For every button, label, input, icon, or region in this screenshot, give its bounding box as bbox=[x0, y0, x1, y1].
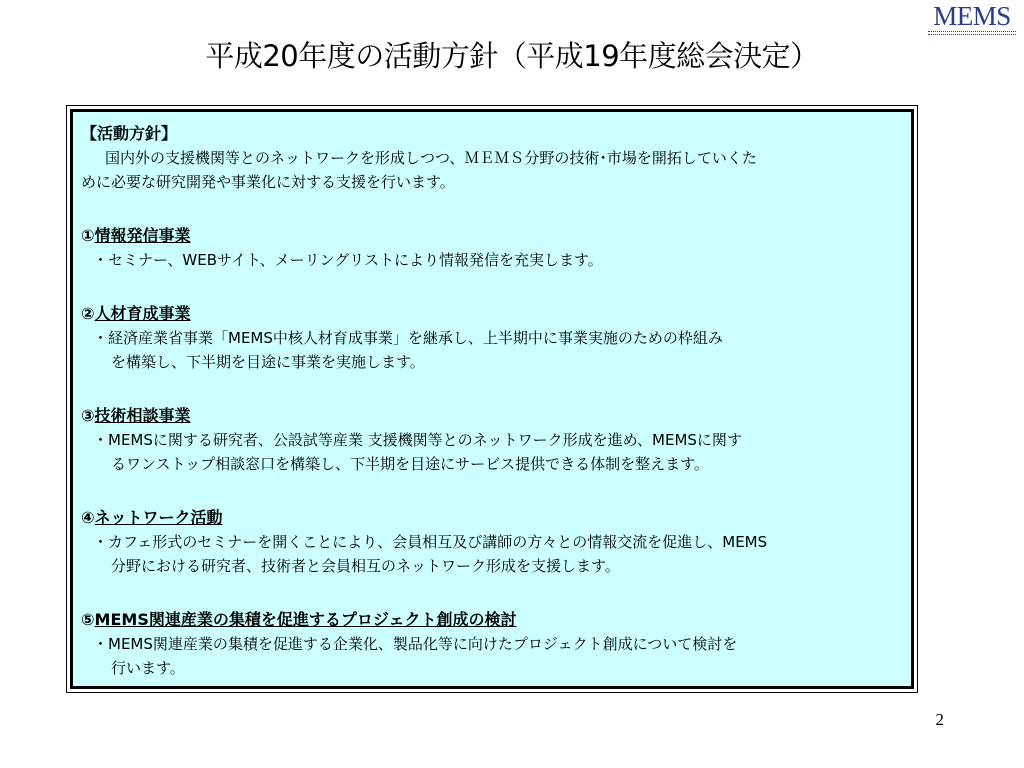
section-line: を構築し、下半期を目途に事業を実施します。 bbox=[111, 353, 425, 371]
section-heading-project bbox=[81, 608, 903, 632]
section-heading-consult bbox=[81, 404, 903, 428]
section-line: るワンストップ相談窓口を構築し、下半期を目途にサービス提供できる体制を整えます。 bbox=[111, 455, 709, 473]
section-title: ネットワーク活動 bbox=[94, 508, 223, 527]
logo-text: MEMS bbox=[933, 1, 1011, 31]
section-line: ・セミナー、WEBサイト、メーリングリストにより情報発信を充実します。 bbox=[93, 251, 603, 269]
section-heading-info bbox=[81, 224, 903, 248]
spacer bbox=[81, 374, 903, 404]
spacer bbox=[81, 476, 903, 506]
policy-heading: 【活動方針】 bbox=[81, 124, 178, 143]
mems-logo bbox=[924, 2, 1020, 38]
section-title: MEMS関連産業の集積を促進するプロジェクト創成の検討 bbox=[94, 610, 517, 629]
section-title: 人材育成事業 bbox=[94, 304, 191, 323]
content-panel bbox=[70, 109, 914, 689]
spacer bbox=[81, 194, 903, 224]
section-line: ・MEMS関連産業の集積を促進する企業化、製品化等に向けたプロジェクト創成について検討を bbox=[93, 635, 738, 653]
section-title: 技術相談事業 bbox=[94, 406, 191, 425]
content-body bbox=[81, 122, 903, 680]
section-line: ・カフェ形式のセミナーを開くことにより、会員相互及び講師の方々との情報交流を促進し、MEMS bbox=[93, 533, 768, 551]
spacer bbox=[81, 578, 903, 608]
policy-text-line-1: 国内外の支援機関等とのネットワークを形成しつつ、ＭＥＭＳ分野の技術･市場を開拓していくた bbox=[105, 149, 757, 167]
section-title: 情報発信事業 bbox=[94, 226, 191, 245]
page-number: 2 bbox=[935, 710, 944, 729]
spacer bbox=[81, 272, 903, 302]
section-line: 行います。 bbox=[111, 659, 185, 677]
section-marker: ⑤ bbox=[81, 610, 95, 629]
section-marker: ④ bbox=[81, 508, 95, 527]
logo-underline bbox=[928, 31, 1016, 35]
section-heading-network bbox=[81, 506, 903, 530]
section-marker: ② bbox=[81, 304, 95, 323]
section-line: ・MEMSに関する研究者、公設試等産業 支援機関等とのネットワーク形成を進め、MEMSに関す bbox=[93, 431, 742, 449]
section-line: 分野における研究者、技術者と会員相互のネットワーク形成を支援します。 bbox=[111, 557, 620, 575]
section-heading-hr bbox=[81, 302, 903, 326]
section-line: ・経済産業省事業「MEMS中核人材育成事業」を継承し、上半期中に事業実施のための枠組み bbox=[93, 329, 723, 347]
policy-text-line-2: めに必要な研究開発や事業化に対する支援を行います。 bbox=[81, 173, 455, 191]
section-marker: ① bbox=[81, 226, 95, 245]
section-marker: ③ bbox=[81, 406, 95, 425]
slide-title: 平成20年度の活動方針（平成19年度総会決定） bbox=[205, 39, 819, 73]
content-frame bbox=[66, 105, 918, 693]
